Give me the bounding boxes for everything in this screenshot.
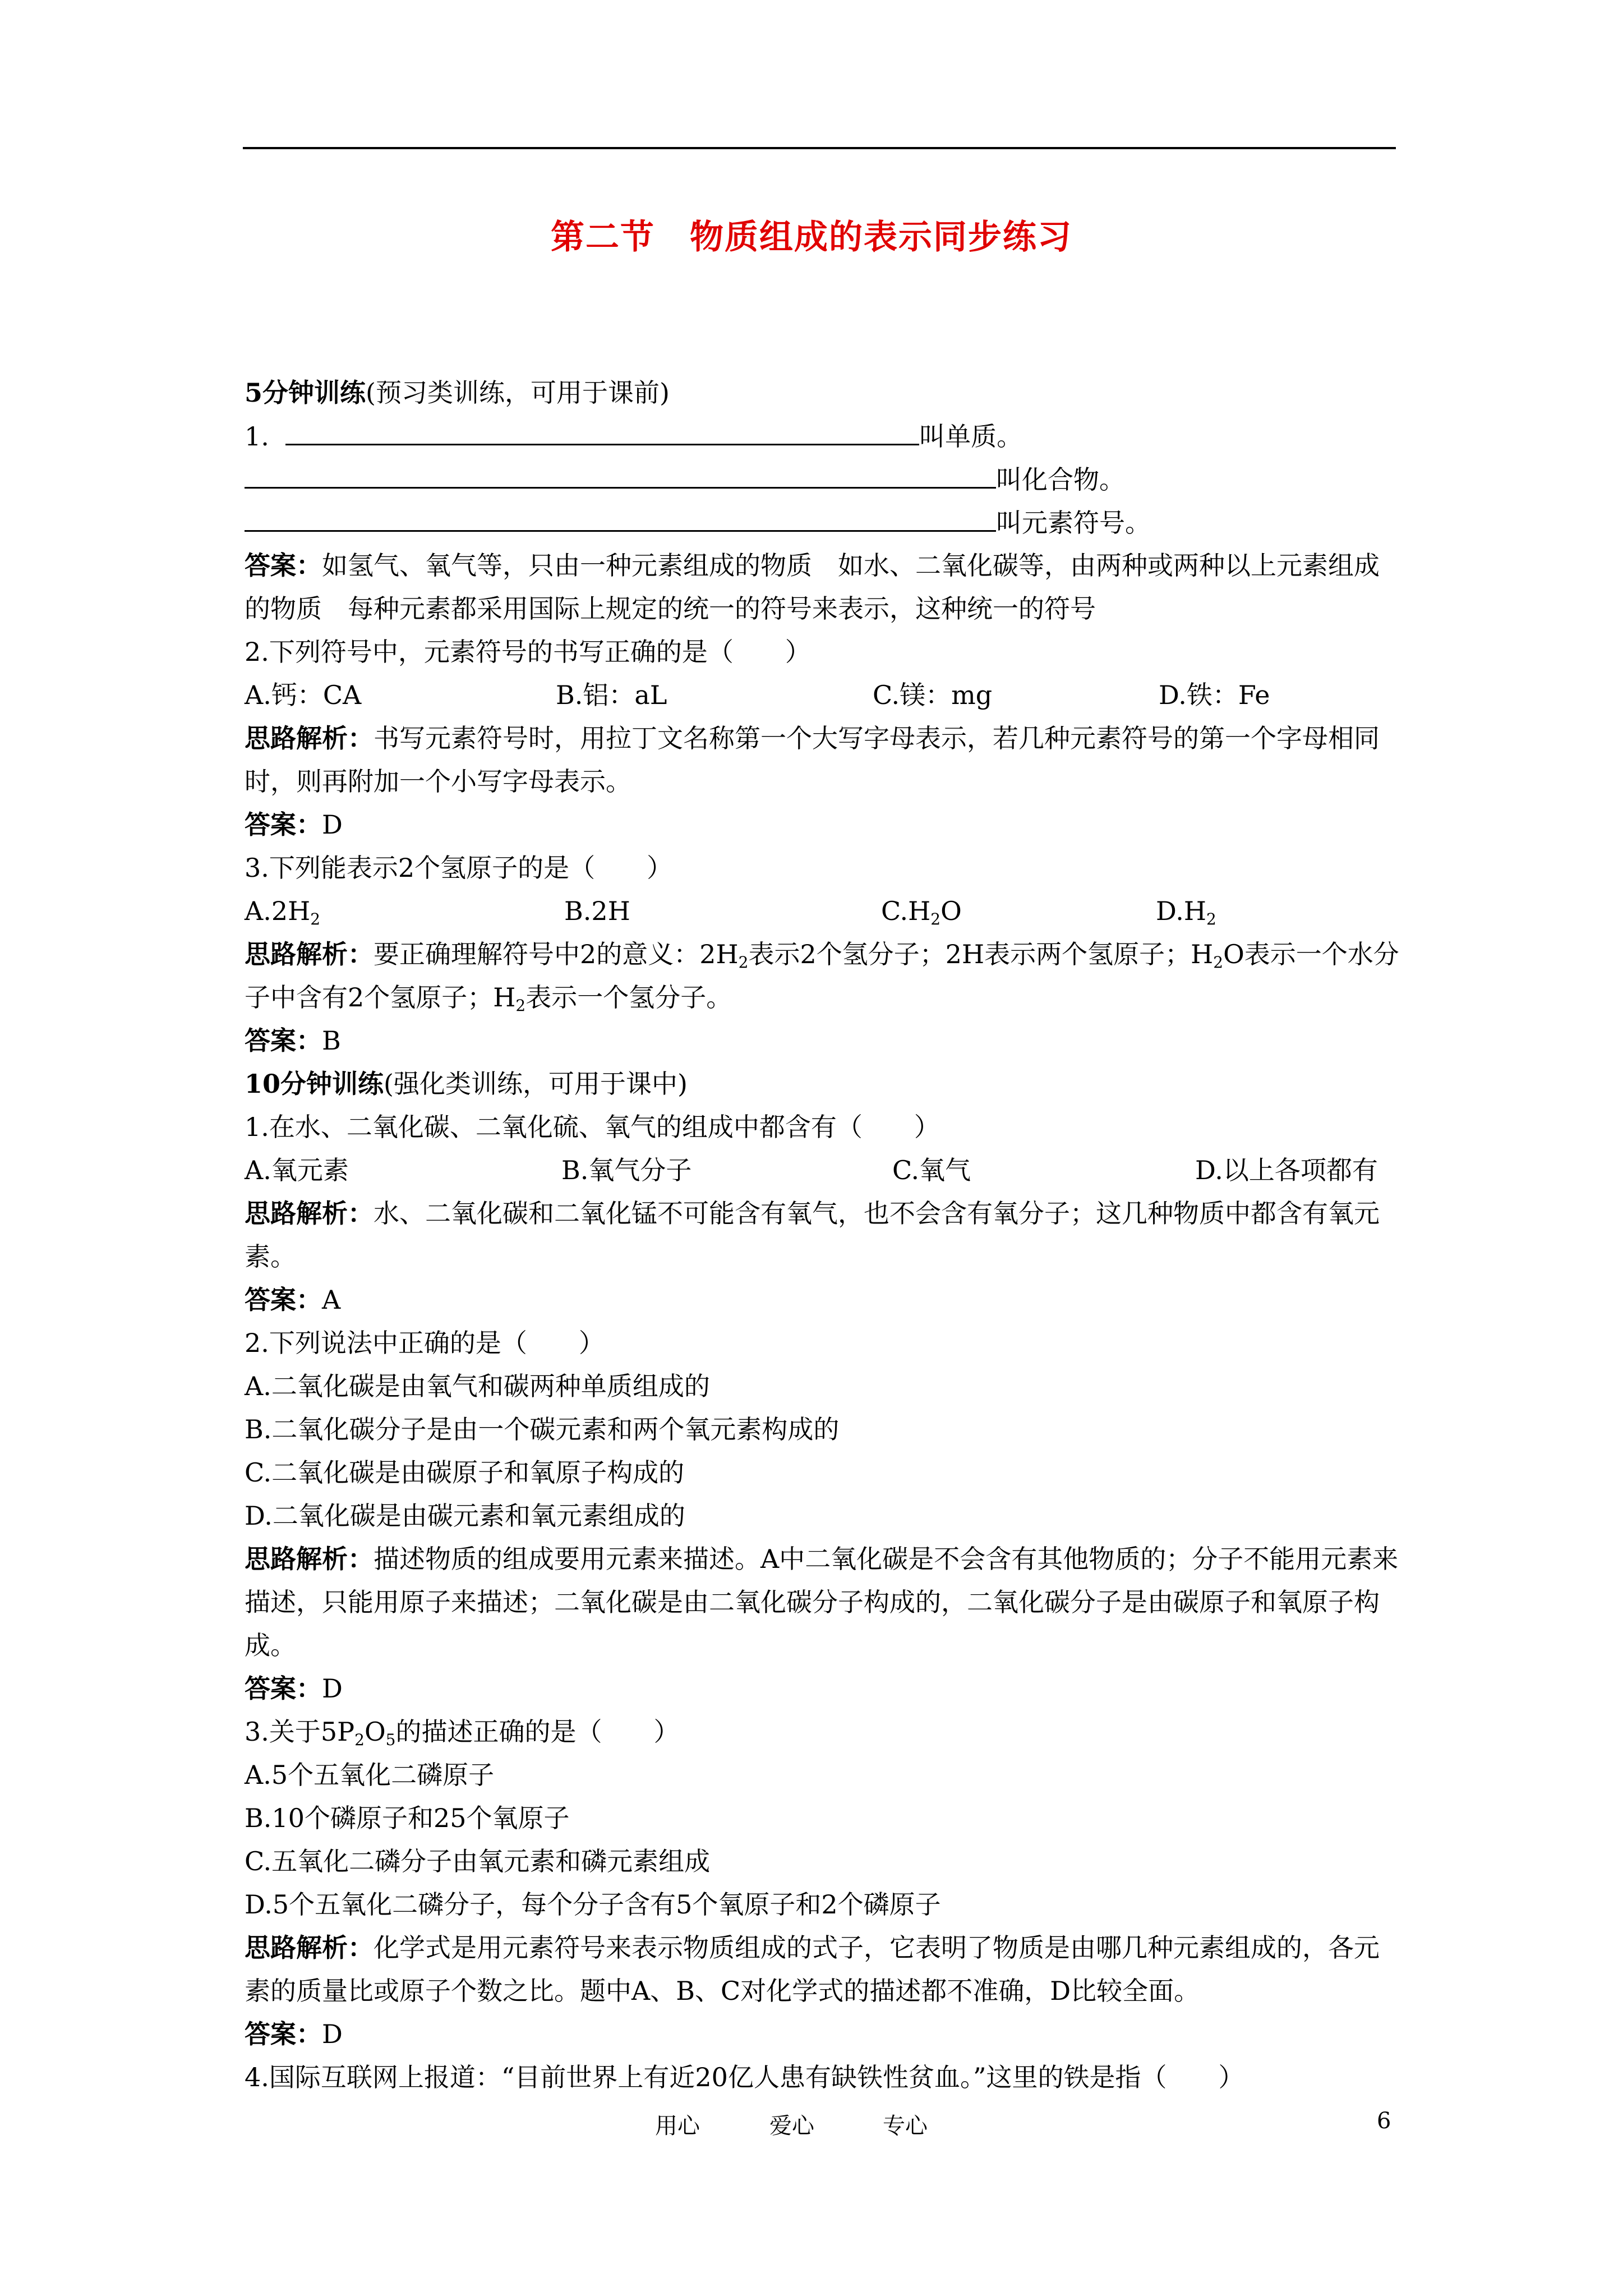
- question-6-stem: 3.关于$5P_2O_5$的描述正确的是（ ）: [245, 1717, 680, 1749]
- option-b: B.氧气分子: [561, 1155, 692, 1185]
- question-1-line-2: 叫化合物。: [245, 458, 1400, 501]
- option-a: A.5个五氧化二磷原子: [245, 1760, 495, 1790]
- answer-4: 答案：A: [245, 1285, 341, 1315]
- answer-5: 答案：D: [245, 1673, 343, 1704]
- page-number: 6: [1377, 2108, 1391, 2134]
- option-a: A.二氧化碳是由氧气和碳两种单质组成的: [245, 1371, 710, 1401]
- question-2-options: [245, 674, 1400, 717]
- option-d: D.二氧化碳是由碳元素和氧元素组成的: [245, 1501, 685, 1531]
- answer-blank[interactable]: [245, 501, 996, 532]
- question-7-stem: 4.国际互联网上报道：“目前世界上有近20亿人患有缺铁性贫血。”这里的铁是指（ ）: [245, 2062, 1244, 2092]
- footer-word-2: 爱心: [769, 2113, 814, 2139]
- option-a: A.氧元素: [245, 1155, 349, 1185]
- answer-6: 答案：D: [245, 2019, 343, 2049]
- answer-1: 答案：如氢气、氧气等，只由一种元素组成的物质 如水、二氧化碳等，由两种或两种以上元素组成的物质 每种元素都采用国际上规定的统一的符号来表示，这种统一的符号: [245, 550, 1380, 624]
- footer-word-1: 用心: [655, 2113, 700, 2139]
- document-body: [245, 371, 1400, 2099]
- footer-word-3: 专心: [883, 2113, 928, 2139]
- question-1-line-1: 1. 叫单质。: [245, 415, 1400, 458]
- option-d: D.5个五氧化二磷分子，每个分子含有5个氧原子和2个磷原子: [245, 1889, 941, 1920]
- question-2-stem: 2.下列符号中，元素符号的书写正确的是（ ）: [245, 637, 811, 667]
- question-3-stem: 3.下列能表示2个氢原子的是（ ）: [245, 853, 673, 883]
- option-c: C.二氧化碳是由碳原子和氧原子构成的: [245, 1457, 685, 1488]
- question-4-stem: 1.在水、二氧化碳、二氧化硫、氧气的组成中都含有（ ）: [245, 1112, 940, 1142]
- option-c: C.镁：mg: [873, 680, 993, 710]
- explanation-6: 思路解析：化学式是用元素符号来表示物质组成的式子，它表明了物质是由哪几种元素组成的，各元素的质量比或原子个数之比。题中A、B、C对化学式的描述都不准确，D比较全面。: [245, 1932, 1380, 2006]
- explanation-5: 思路解析：描述物质的组成要用元素来描述。A中二氧化碳是不会含有其他物质的；分子不能用元素来描述，只能用原子来描述；二氧化碳是由二氧化碳分子构成的，二氧化碳分子是由碳原子和氧原子构成。: [245, 1544, 1399, 1660]
- option-d: D.铁：Fe: [1159, 680, 1270, 710]
- option-c: C.五氧化二磷分子由氧元素和磷元素组成: [245, 1846, 711, 1876]
- answer-3: 答案：B: [245, 1025, 341, 1056]
- answer-blank[interactable]: [285, 415, 919, 445]
- question-4-options: [245, 1149, 1400, 1192]
- explanation-4: 思路解析：水、二氧化碳和二氧化锰不可能含有氧气，也不会含有氧分子；这几种物质中都含有氧元素。: [245, 1198, 1380, 1272]
- section-heading-5min: 5分钟训练(预习类训练，可用于课前): [245, 378, 670, 408]
- option-c: $C.H_2O$: [881, 896, 962, 928]
- option-d: $D.H_2$: [1156, 896, 1216, 928]
- question-3-options: [245, 890, 1400, 933]
- explanation-3: 思路解析：要正确理解符号中2的意义：$2H_2$表示2个氢分子；2H表示两个氢原子；$H_2O$表示一个水分子中含有2个氢原子；$H_2$表示一个氢分子。: [245, 939, 1399, 1015]
- option-b: B.铝：aL: [556, 680, 667, 710]
- page-title: 第二节 物质组成的表示同步练习: [551, 218, 1072, 257]
- section-heading-10min: 10分钟训练(强化类训练，可用于课中): [245, 1069, 688, 1099]
- option-a: A.钙：CA: [245, 680, 362, 710]
- answer-2: 答案：D: [245, 809, 343, 840]
- header-rule: [243, 147, 1396, 149]
- explanation-2: 思路解析：书写元素符号时，用拉丁文名称第一个大写字母表示，若几种元素符号的第一个字母相同时，则再附加一个小写字母表示。: [245, 723, 1380, 797]
- option-d: D.以上各项都有: [1195, 1155, 1378, 1185]
- option-c: C.氧气: [892, 1155, 971, 1185]
- option-b: B.10个磷原子和25个氧原子: [245, 1803, 570, 1833]
- answer-blank[interactable]: [245, 458, 996, 489]
- question-5-stem: 2.下列说法中正确的是（ ）: [245, 1328, 605, 1358]
- question-1-line-3: 叫元素符号。: [245, 501, 1400, 544]
- option-b: B.二氧化碳分子是由一个碳元素和两个氧元素构成的: [245, 1414, 840, 1444]
- option-a: $A.2H_2$: [245, 896, 321, 928]
- option-b: B.2H: [564, 896, 630, 926]
